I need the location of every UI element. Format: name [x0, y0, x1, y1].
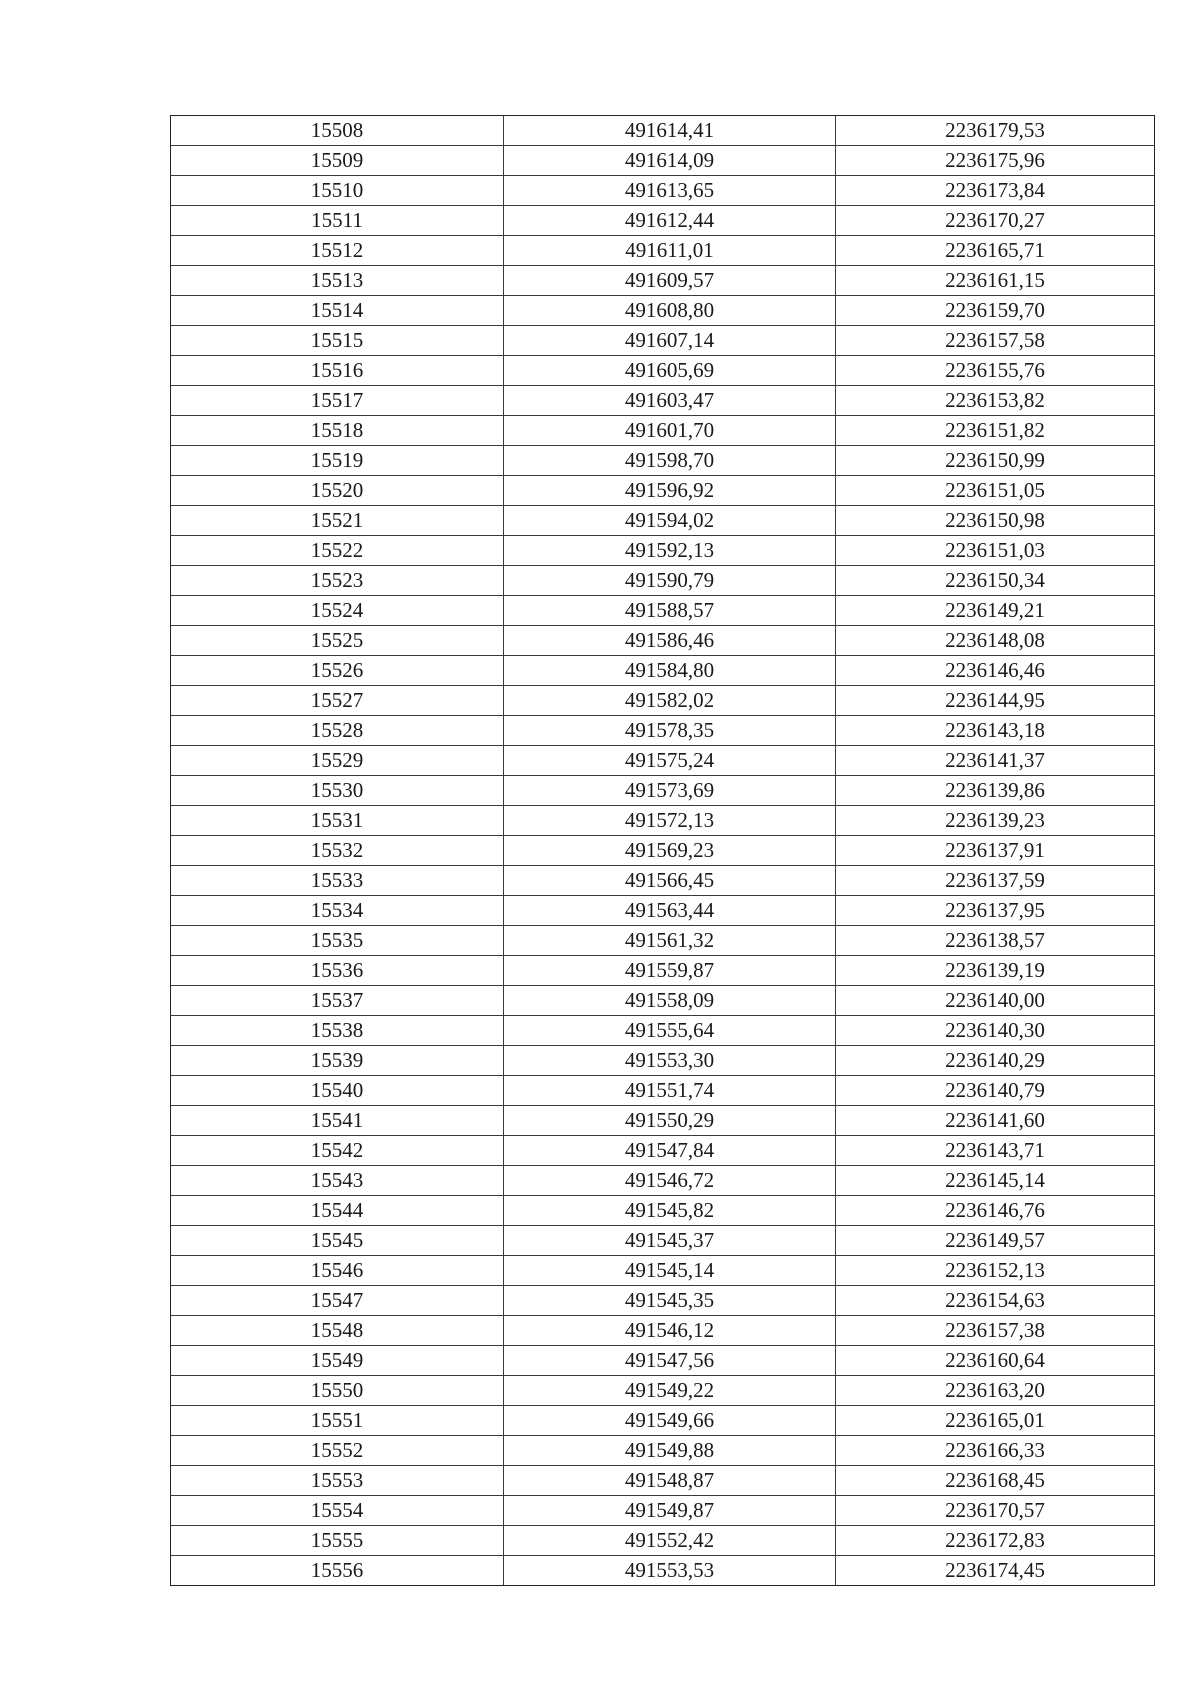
- table-row: [171, 416, 1155, 446]
- x-coordinate-cell: 491545,82: [504, 1196, 836, 1226]
- point-number-cell: 15513: [171, 266, 504, 296]
- table-row: [171, 1376, 1155, 1406]
- table-row: [171, 476, 1155, 506]
- point-number-cell: 15540: [171, 1076, 504, 1106]
- y-coordinate-cell: 2236139,23: [836, 806, 1155, 836]
- table-row: [171, 1406, 1155, 1436]
- x-coordinate-cell: 491598,70: [504, 446, 836, 476]
- point-number-cell: 15553: [171, 1466, 504, 1496]
- y-coordinate-cell: 2236149,57: [836, 1226, 1155, 1256]
- point-number-cell: 15535: [171, 926, 504, 956]
- point-number-cell: 15539: [171, 1046, 504, 1076]
- y-coordinate-cell: 2236168,45: [836, 1466, 1155, 1496]
- point-number-cell: 15550: [171, 1376, 504, 1406]
- y-coordinate-cell: 2236143,71: [836, 1136, 1155, 1166]
- table-row: [171, 386, 1155, 416]
- x-coordinate-cell: 491547,56: [504, 1346, 836, 1376]
- table-row: [171, 356, 1155, 386]
- x-coordinate-cell: 491609,57: [504, 266, 836, 296]
- point-number-cell: 15512: [171, 236, 504, 266]
- table-row: [171, 1526, 1155, 1556]
- table-row: [171, 536, 1155, 566]
- y-coordinate-cell: 2236159,70: [836, 296, 1155, 326]
- point-number-cell: 15531: [171, 806, 504, 836]
- y-coordinate-cell: 2236163,20: [836, 1376, 1155, 1406]
- coordinates-table: [170, 115, 1155, 1586]
- x-coordinate-cell: 491596,92: [504, 476, 836, 506]
- point-number-cell: 15509: [171, 146, 504, 176]
- point-number-cell: 15528: [171, 716, 504, 746]
- y-coordinate-cell: 2236154,63: [836, 1286, 1155, 1316]
- point-number-cell: 15530: [171, 776, 504, 806]
- table-row: [171, 776, 1155, 806]
- point-number-cell: 15524: [171, 596, 504, 626]
- x-coordinate-cell: 491584,80: [504, 656, 836, 686]
- table-row: [171, 1256, 1155, 1286]
- table-row: [171, 116, 1155, 146]
- table-row: [171, 1076, 1155, 1106]
- y-coordinate-cell: 2236148,08: [836, 626, 1155, 656]
- table-row: [171, 566, 1155, 596]
- point-number-cell: 15541: [171, 1106, 504, 1136]
- table-row: [171, 176, 1155, 206]
- y-coordinate-cell: 2236165,71: [836, 236, 1155, 266]
- y-coordinate-cell: 2236140,79: [836, 1076, 1155, 1106]
- point-number-cell: 15517: [171, 386, 504, 416]
- table-row: [171, 1496, 1155, 1526]
- table-row: [171, 1196, 1155, 1226]
- y-coordinate-cell: 2236165,01: [836, 1406, 1155, 1436]
- x-coordinate-cell: 491555,64: [504, 1016, 836, 1046]
- y-coordinate-cell: 2236151,82: [836, 416, 1155, 446]
- table-row: [171, 266, 1155, 296]
- point-number-cell: 15522: [171, 536, 504, 566]
- point-number-cell: 15510: [171, 176, 504, 206]
- x-coordinate-cell: 491563,44: [504, 896, 836, 926]
- y-coordinate-cell: 2236166,33: [836, 1436, 1155, 1466]
- point-number-cell: 15543: [171, 1166, 504, 1196]
- coordinates-table-body: [171, 116, 1155, 1586]
- x-coordinate-cell: 491548,87: [504, 1466, 836, 1496]
- y-coordinate-cell: 2236170,27: [836, 206, 1155, 236]
- x-coordinate-cell: 491569,23: [504, 836, 836, 866]
- point-number-cell: 15526: [171, 656, 504, 686]
- point-number-cell: 15527: [171, 686, 504, 716]
- table-row: [171, 596, 1155, 626]
- x-coordinate-cell: 491549,87: [504, 1496, 836, 1526]
- table-row: [171, 626, 1155, 656]
- table-row: [171, 1016, 1155, 1046]
- x-coordinate-cell: 491586,46: [504, 626, 836, 656]
- table-row: [171, 1166, 1155, 1196]
- x-coordinate-cell: 491573,69: [504, 776, 836, 806]
- x-coordinate-cell: 491601,70: [504, 416, 836, 446]
- y-coordinate-cell: 2236140,00: [836, 986, 1155, 1016]
- y-coordinate-cell: 2236144,95: [836, 686, 1155, 716]
- x-coordinate-cell: 491551,74: [504, 1076, 836, 1106]
- x-coordinate-cell: 491545,35: [504, 1286, 836, 1316]
- table-row: [171, 746, 1155, 776]
- y-coordinate-cell: 2236140,30: [836, 1016, 1155, 1046]
- x-coordinate-cell: 491590,79: [504, 566, 836, 596]
- point-number-cell: 15529: [171, 746, 504, 776]
- x-coordinate-cell: 491575,24: [504, 746, 836, 776]
- y-coordinate-cell: 2236160,64: [836, 1346, 1155, 1376]
- table-row: [171, 896, 1155, 926]
- y-coordinate-cell: 2236146,46: [836, 656, 1155, 686]
- y-coordinate-cell: 2236173,84: [836, 176, 1155, 206]
- point-number-cell: 15545: [171, 1226, 504, 1256]
- table-row: [171, 446, 1155, 476]
- x-coordinate-cell: 491578,35: [504, 716, 836, 746]
- x-coordinate-cell: 491603,47: [504, 386, 836, 416]
- x-coordinate-cell: 491558,09: [504, 986, 836, 1016]
- y-coordinate-cell: 2236138,57: [836, 926, 1155, 956]
- point-number-cell: 15511: [171, 206, 504, 236]
- point-number-cell: 15554: [171, 1496, 504, 1526]
- x-coordinate-cell: 491553,53: [504, 1556, 836, 1586]
- table-row: [171, 506, 1155, 536]
- table-row: [171, 1226, 1155, 1256]
- y-coordinate-cell: 2236175,96: [836, 146, 1155, 176]
- point-number-cell: 15538: [171, 1016, 504, 1046]
- y-coordinate-cell: 2236174,45: [836, 1556, 1155, 1586]
- y-coordinate-cell: 2236141,37: [836, 746, 1155, 776]
- y-coordinate-cell: 2236151,03: [836, 536, 1155, 566]
- x-coordinate-cell: 491545,14: [504, 1256, 836, 1286]
- table-row: [171, 1346, 1155, 1376]
- y-coordinate-cell: 2236150,98: [836, 506, 1155, 536]
- x-coordinate-cell: 491592,13: [504, 536, 836, 566]
- point-number-cell: 15536: [171, 956, 504, 986]
- y-coordinate-cell: 2236152,13: [836, 1256, 1155, 1286]
- table-row: [171, 836, 1155, 866]
- point-number-cell: 15514: [171, 296, 504, 326]
- x-coordinate-cell: 491612,44: [504, 206, 836, 236]
- point-number-cell: 15547: [171, 1286, 504, 1316]
- x-coordinate-cell: 491611,01: [504, 236, 836, 266]
- x-coordinate-cell: 491607,14: [504, 326, 836, 356]
- table-row: [171, 1106, 1155, 1136]
- y-coordinate-cell: 2236172,83: [836, 1526, 1155, 1556]
- table-row: [171, 926, 1155, 956]
- table-row: [171, 1136, 1155, 1166]
- y-coordinate-cell: 2236157,38: [836, 1316, 1155, 1346]
- table-row: [171, 1436, 1155, 1466]
- y-coordinate-cell: 2236151,05: [836, 476, 1155, 506]
- x-coordinate-cell: 491549,88: [504, 1436, 836, 1466]
- table-row: [171, 236, 1155, 266]
- y-coordinate-cell: 2236179,53: [836, 116, 1155, 146]
- y-coordinate-cell: 2236150,99: [836, 446, 1155, 476]
- x-coordinate-cell: 491613,65: [504, 176, 836, 206]
- y-coordinate-cell: 2236141,60: [836, 1106, 1155, 1136]
- table-row: [171, 866, 1155, 896]
- table-row: [171, 326, 1155, 356]
- x-coordinate-cell: 491561,32: [504, 926, 836, 956]
- point-number-cell: 15521: [171, 506, 504, 536]
- y-coordinate-cell: 2236143,18: [836, 716, 1155, 746]
- y-coordinate-cell: 2236137,59: [836, 866, 1155, 896]
- point-number-cell: 15534: [171, 896, 504, 926]
- y-coordinate-cell: 2236140,29: [836, 1046, 1155, 1076]
- point-number-cell: 15544: [171, 1196, 504, 1226]
- table-row: [171, 1556, 1155, 1586]
- point-number-cell: 15555: [171, 1526, 504, 1556]
- y-coordinate-cell: 2236145,14: [836, 1166, 1155, 1196]
- y-coordinate-cell: 2236137,95: [836, 896, 1155, 926]
- point-number-cell: 15556: [171, 1556, 504, 1586]
- table-row: [171, 716, 1155, 746]
- table-row: [171, 986, 1155, 1016]
- table-row: [171, 1046, 1155, 1076]
- table-row: [171, 686, 1155, 716]
- point-number-cell: 15515: [171, 326, 504, 356]
- table-row: [171, 146, 1155, 176]
- point-number-cell: 15552: [171, 1436, 504, 1466]
- x-coordinate-cell: 491546,12: [504, 1316, 836, 1346]
- y-coordinate-cell: 2236157,58: [836, 326, 1155, 356]
- point-number-cell: 15551: [171, 1406, 504, 1436]
- point-number-cell: 15548: [171, 1316, 504, 1346]
- table-row: [171, 956, 1155, 986]
- x-coordinate-cell: 491547,84: [504, 1136, 836, 1166]
- point-number-cell: 15532: [171, 836, 504, 866]
- x-coordinate-cell: 491605,69: [504, 356, 836, 386]
- y-coordinate-cell: 2236161,15: [836, 266, 1155, 296]
- x-coordinate-cell: 491614,09: [504, 146, 836, 176]
- point-number-cell: 15508: [171, 116, 504, 146]
- point-number-cell: 15516: [171, 356, 504, 386]
- y-coordinate-cell: 2236137,91: [836, 836, 1155, 866]
- y-coordinate-cell: 2236139,86: [836, 776, 1155, 806]
- point-number-cell: 15546: [171, 1256, 504, 1286]
- point-number-cell: 15525: [171, 626, 504, 656]
- table-row: [171, 1466, 1155, 1496]
- x-coordinate-cell: 491594,02: [504, 506, 836, 536]
- y-coordinate-cell: 2236150,34: [836, 566, 1155, 596]
- point-number-cell: 15549: [171, 1346, 504, 1376]
- x-coordinate-cell: 491546,72: [504, 1166, 836, 1196]
- y-coordinate-cell: 2236146,76: [836, 1196, 1155, 1226]
- y-coordinate-cell: 2236139,19: [836, 956, 1155, 986]
- y-coordinate-cell: 2236170,57: [836, 1496, 1155, 1526]
- x-coordinate-cell: 491608,80: [504, 296, 836, 326]
- point-number-cell: 15519: [171, 446, 504, 476]
- point-number-cell: 15537: [171, 986, 504, 1016]
- x-coordinate-cell: 491572,13: [504, 806, 836, 836]
- x-coordinate-cell: 491582,02: [504, 686, 836, 716]
- point-number-cell: 15542: [171, 1136, 504, 1166]
- table-row: [171, 1286, 1155, 1316]
- x-coordinate-cell: 491614,41: [504, 116, 836, 146]
- y-coordinate-cell: 2236153,82: [836, 386, 1155, 416]
- table-row: [171, 1316, 1155, 1346]
- table-row: [171, 296, 1155, 326]
- x-coordinate-cell: 491550,29: [504, 1106, 836, 1136]
- table-row: [171, 656, 1155, 686]
- x-coordinate-cell: 491549,22: [504, 1376, 836, 1406]
- x-coordinate-cell: 491559,87: [504, 956, 836, 986]
- y-coordinate-cell: 2236149,21: [836, 596, 1155, 626]
- y-coordinate-cell: 2236155,76: [836, 356, 1155, 386]
- x-coordinate-cell: 491553,30: [504, 1046, 836, 1076]
- table-row: [171, 806, 1155, 836]
- point-number-cell: 15523: [171, 566, 504, 596]
- table-row: [171, 206, 1155, 236]
- point-number-cell: 15518: [171, 416, 504, 446]
- x-coordinate-cell: 491545,37: [504, 1226, 836, 1256]
- point-number-cell: 15520: [171, 476, 504, 506]
- x-coordinate-cell: 491552,42: [504, 1526, 836, 1556]
- x-coordinate-cell: 491588,57: [504, 596, 836, 626]
- x-coordinate-cell: 491549,66: [504, 1406, 836, 1436]
- x-coordinate-cell: 491566,45: [504, 866, 836, 896]
- point-number-cell: 15533: [171, 866, 504, 896]
